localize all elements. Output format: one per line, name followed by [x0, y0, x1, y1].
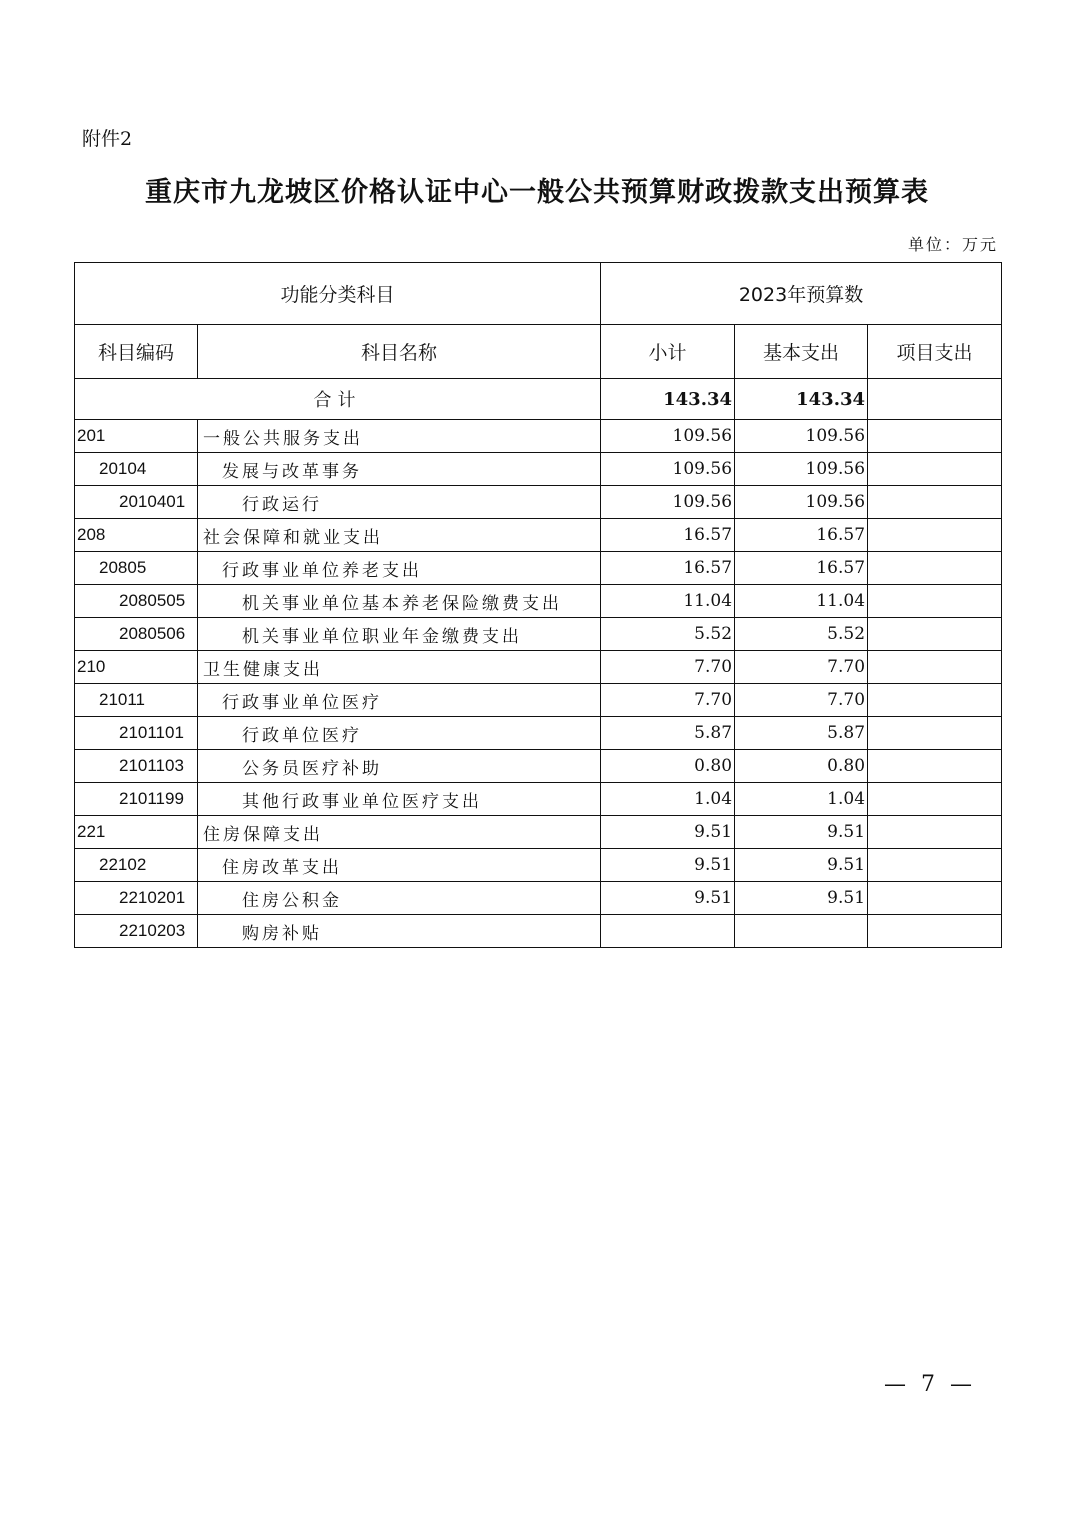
row-name: 卫生健康支出	[198, 651, 601, 684]
row-subtotal: 7.70	[601, 651, 735, 684]
row-subtotal: 16.57	[601, 519, 735, 552]
document-title: 重庆市九龙坡区价格认证中心一般公共预算财政拨款支出预算表	[145, 177, 929, 208]
header-row-columns	[75, 325, 1002, 379]
row-basic: 0.80	[735, 750, 868, 783]
table-row	[75, 453, 1002, 486]
row-code: 2080506	[75, 618, 198, 651]
row-name: 购房补贴	[198, 915, 601, 948]
row-project	[868, 618, 1002, 651]
row-project	[868, 684, 1002, 717]
table-row	[75, 783, 1002, 816]
row-project	[868, 816, 1002, 849]
row-subtotal: 0.80	[601, 750, 735, 783]
total-project	[868, 379, 1002, 420]
total-subtotal: 143.34	[601, 379, 735, 420]
table-row	[75, 684, 1002, 717]
table-row	[75, 882, 1002, 915]
row-code: 2080505	[75, 585, 198, 618]
row-project	[868, 519, 1002, 552]
attachment-label: 附件2	[82, 128, 133, 150]
row-subtotal: 9.51	[601, 849, 735, 882]
table-row	[75, 750, 1002, 783]
row-code: 2101199	[75, 783, 198, 816]
row-name: 住房改革支出	[198, 849, 601, 882]
row-basic: 109.56	[735, 420, 868, 453]
row-code: 221	[75, 816, 198, 849]
total-label: 合计	[75, 379, 601, 420]
header-budget-year: 2023年预算数	[601, 263, 1002, 325]
row-subtotal: 9.51	[601, 816, 735, 849]
table-row	[75, 585, 1002, 618]
row-subtotal: 109.56	[601, 420, 735, 453]
row-project	[868, 420, 1002, 453]
row-code: 201	[75, 420, 198, 453]
row-basic	[735, 915, 868, 948]
total-row	[75, 379, 1002, 420]
row-code: 208	[75, 519, 198, 552]
row-project	[868, 552, 1002, 585]
row-code: 2101101	[75, 717, 198, 750]
row-subtotal: 5.87	[601, 717, 735, 750]
row-subtotal: 109.56	[601, 453, 735, 486]
row-basic: 7.70	[735, 684, 868, 717]
row-project	[868, 750, 1002, 783]
row-subtotal: 9.51	[601, 882, 735, 915]
row-basic: 11.04	[735, 585, 868, 618]
row-code: 210	[75, 651, 198, 684]
row-project	[868, 486, 1002, 519]
row-name: 机关事业单位基本养老保险缴费支出	[198, 585, 601, 618]
row-subtotal: 1.04	[601, 783, 735, 816]
row-name: 住房保障支出	[198, 816, 601, 849]
table-row	[75, 552, 1002, 585]
table-row	[75, 618, 1002, 651]
header-row-group	[75, 263, 1002, 325]
row-basic: 16.57	[735, 552, 868, 585]
budget-table	[74, 262, 1002, 948]
row-project	[868, 585, 1002, 618]
total-basic: 143.34	[735, 379, 868, 420]
row-code: 2210203	[75, 915, 198, 948]
row-basic: 16.57	[735, 519, 868, 552]
header-basic: 基本支出	[735, 325, 868, 379]
row-project	[868, 849, 1002, 882]
table-row	[75, 651, 1002, 684]
unit-label: 单位：万元	[907, 235, 998, 254]
row-code: 2010401	[75, 486, 198, 519]
row-subtotal: 5.52	[601, 618, 735, 651]
row-basic: 1.04	[735, 783, 868, 816]
row-name: 一般公共服务支出	[198, 420, 601, 453]
row-name: 机关事业单位职业年金缴费支出	[198, 618, 601, 651]
header-subtotal: 小计	[601, 325, 735, 379]
table-row	[75, 717, 1002, 750]
row-code: 2101103	[75, 750, 198, 783]
row-name: 其他行政事业单位医疗支出	[198, 783, 601, 816]
table-row	[75, 849, 1002, 882]
table-row	[75, 486, 1002, 519]
row-name: 住房公积金	[198, 882, 601, 915]
row-code: 20104	[75, 453, 198, 486]
row-basic: 7.70	[735, 651, 868, 684]
row-basic: 5.52	[735, 618, 868, 651]
header-code: 科目编码	[75, 325, 198, 379]
row-basic: 9.51	[735, 816, 868, 849]
row-name: 行政事业单位医疗	[198, 684, 601, 717]
row-project	[868, 651, 1002, 684]
row-code: 21011	[75, 684, 198, 717]
header-project: 项目支出	[868, 325, 1002, 379]
row-project	[868, 783, 1002, 816]
row-subtotal: 16.57	[601, 552, 735, 585]
row-basic: 109.56	[735, 486, 868, 519]
row-project	[868, 717, 1002, 750]
row-subtotal	[601, 915, 735, 948]
row-subtotal: 109.56	[601, 486, 735, 519]
row-subtotal: 7.70	[601, 684, 735, 717]
row-basic: 9.51	[735, 849, 868, 882]
row-name: 发展与改革事务	[198, 453, 601, 486]
row-name: 社会保障和就业支出	[198, 519, 601, 552]
row-name: 行政事业单位养老支出	[198, 552, 601, 585]
row-name: 公务员医疗补助	[198, 750, 601, 783]
row-basic: 5.87	[735, 717, 868, 750]
row-basic: 9.51	[735, 882, 868, 915]
table-row	[75, 420, 1002, 453]
row-project	[868, 882, 1002, 915]
table-row	[75, 915, 1002, 948]
row-code: 20805	[75, 552, 198, 585]
row-project	[868, 915, 1002, 948]
table-row	[75, 519, 1002, 552]
row-name: 行政单位医疗	[198, 717, 601, 750]
header-function-category: 功能分类科目	[75, 263, 601, 325]
row-project	[868, 453, 1002, 486]
table-row	[75, 816, 1002, 849]
page-number: — 7 —	[884, 1372, 976, 1397]
row-subtotal: 11.04	[601, 585, 735, 618]
row-name: 行政运行	[198, 486, 601, 519]
header-name: 科目名称	[198, 325, 601, 379]
row-code: 2210201	[75, 882, 198, 915]
row-basic: 109.56	[735, 453, 868, 486]
row-code: 22102	[75, 849, 198, 882]
